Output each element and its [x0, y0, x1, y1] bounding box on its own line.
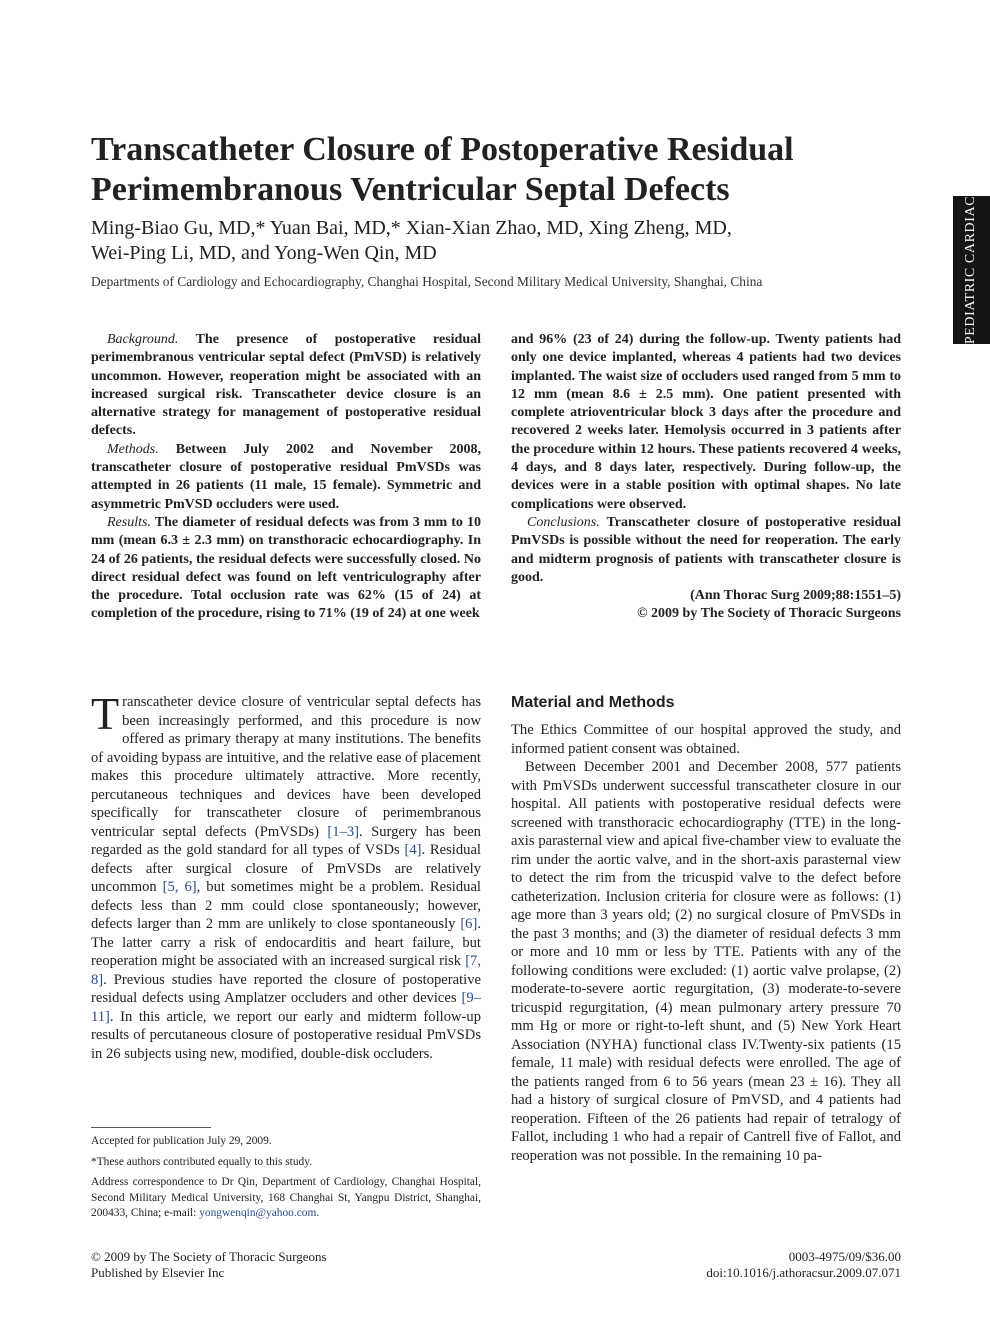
methods-paragraph-2: Between December 2001 and December 2008, 577 patients with PmVSDs underwent successful transcatheter closure in our hospital. All patients with postoperative residual defects were screened with transthoracic echocardiography (TTE) in the long-axis parasternal view and apical five-chamber view to evaluate the rim under the aortic valve, and in the short-axis parasternal view to detect the rim from the tricuspid valve to the defect before catheterization. Inclusion criteria for closure were as follows: (1) age more than 3 years old; (2) no surgical closure of PmVSDs in the past 3 months; and (3) the diameter of residual defects 3 mm or more and 10 mm or less by TTE. Patients with any of the following conditions were excluded: (1) aortic valve prolapse, (2) moderate-to-severe aortic regurgitation, (3) moderate-to-severe tricuspid regurgitation, (4) mean pulmonary artery pressure 70 mm Hg or more or right-to-left shunt, and (5) New York Heart Association (NYHA) functional class IV.Twenty-six patients (15 female, 11 male) with residual defects were enrolled. The age of the patients ranged from 6 to 56 years (mean 23 ± 16). They all had a history of surgical closure of PmVSD, and 4 patients had reoperation. Fifteen of the 26 patients had repair of tetralogy of Fallot, including 1 who had a repair of Cantrell five of Fallot, and reoperation was not possible. In the remaining 10 pa-	[511, 759, 901, 1164]
drop-cap: T	[91, 688, 120, 739]
footnote-rule	[91, 1127, 211, 1128]
intro-text: . In this article, we report our early and midterm follow-up results of percutaneous closure of postoperative residual PmVSDs in 26 subjects using new, modified, double-disk occluders.	[91, 1008, 481, 1062]
section-tab	[953, 196, 990, 344]
reference-link[interactable]: [1–3]	[327, 823, 360, 840]
abstract-right-column	[511, 331, 901, 624]
intro-text: ranscatheter device closure of ventricular septal defects has been increasingly performed, and this procedure is now offered as primary therapy at many institutions. The benefits of avoiding bypass are intuitive, and the relative ease of placement makes this procedure ultimately attractive. More recently, percutaneous techniques and devices have been developed specifically for transcatheter closure of perimembranous ventricular septal defects (PmVSDs)	[91, 694, 481, 840]
footer-copyright: © 2009 by The Society of Thoracic Surgeons	[91, 1249, 327, 1264]
abstract-methods	[91, 441, 481, 514]
footnote-address	[91, 1175, 481, 1222]
footnote-accepted: Accepted for publication July 29, 2009.	[91, 1135, 272, 1147]
intro-paragraph	[91, 688, 481, 1063]
methods-label: Methods.	[107, 441, 159, 457]
author-line-1: Ming-Biao Gu, MD,* Yuan Bai, MD,* Xian-Xian Zhao, MD, Xing Zheng, MD,	[91, 217, 732, 239]
reference-link[interactable]: [7, 8]	[91, 953, 481, 988]
email-link[interactable]: yongwenqin@yahoo.com	[199, 1207, 317, 1219]
background-text: The presence of postoperative residual perimembranous ventricular septal defect (PmVSD) is relatively uncommon. However, reoperation might be associated with an increased surgical risk. Transcatheter device closure is an alternative strategy for management of postoperative residual defects.	[91, 332, 481, 439]
intro-column	[91, 688, 481, 1063]
footnotes	[91, 1127, 481, 1227]
author-list	[91, 216, 931, 266]
footnote-equal-contribution: *These authors contributed equally to this study.	[91, 1155, 313, 1168]
author-line-2: Wei-Ping Li, MD, and Yong-Wen Qin, MD	[91, 242, 437, 264]
methods-paragraph-1: The Ethics Committee of our hospital approved the study, and informed patient consent was obtained.	[511, 722, 901, 757]
reference-link[interactable]: [9–11]	[91, 990, 481, 1025]
journal-citation: (Ann Thorac Surg 2009;88:1551–5)	[690, 588, 901, 604]
footer-publisher	[91, 1249, 511, 1281]
intro-text: . Surgery has been regarded as the gold standard for all types of VSDs	[91, 823, 481, 858]
footer-doi: doi:10.1016/j.athoracsur.2009.07.071	[706, 1265, 901, 1280]
intro-text: . Previous studies have reported the closure of postoperative residual defects using Amplatzer occluders and other devices	[91, 971, 481, 1006]
abstract-left-column	[91, 331, 481, 624]
results-label: Results.	[107, 514, 151, 530]
reference-link[interactable]: [5, 6]	[162, 879, 197, 895]
conclusions-label: Conclusions.	[527, 514, 600, 530]
abstract-copyright: © 2009 by The Society of Thoracic Surgeons	[637, 606, 901, 622]
intro-text: , but sometimes might be a problem. Residual defects less than 2 mm could close spontaneously; however, defects larger than 2 mm are unlikely to close spontaneously	[91, 879, 481, 932]
abstract-results-continued: and 96% (23 of 24) during the follow-up. Twenty patients had only one device implanted, whereas 4 patients had two devices implanted. The waist size of occluders used ranged from 5 mm to 12 mm (mean 8.6 ± 2.5 mm). One patient presented with complete atrioventricular block 3 days after the procedure and recovered 2 weeks later. Hemolysis occurred in 3 patients after the procedure within 12 hours. These patients recovered 4 weeks, 4 days, and 8 days later, respectively. During follow-up, the devices were in a stable position with optimal shapes. No late complications were observed.	[511, 332, 901, 512]
abstract-background	[91, 331, 481, 441]
intro-text: . The latter carry a risk of endocarditis and heart failure, but reoperation might be associated with an increased surgical risk	[91, 916, 481, 969]
affiliation: Departments of Cardiology and Echocardiography, Changhai Hospital, Second Military Medical University, Shanghai, China	[91, 274, 763, 289]
article-title-line-2: Perimembranous Ventricular Septal Defects	[91, 171, 730, 208]
abstract-results	[91, 514, 481, 624]
conclusions-text: Transcatheter closure of postoperative residual PmVSDs is possible without the need for reoperation. The early and midterm prognosis of patients with transcatheter closure is good.	[511, 514, 901, 585]
reference-link[interactable]: [4]	[404, 842, 422, 858]
background-label: Background.	[107, 332, 179, 347]
address-end: .	[316, 1207, 320, 1219]
address-text: Address correspondence to Dr Qin, Department of Cardiology, Changhai Hospital, Second Military Medical University, 168 Changhai St, Yangpu District, Shanghai, 200433, China; e-mail:	[91, 1176, 481, 1219]
footer-issn: 0003-4975/09/$36.00	[788, 1249, 901, 1264]
methods-column	[511, 693, 901, 1165]
abstract-conclusions	[511, 514, 901, 587]
footer-identifiers	[481, 1249, 901, 1281]
footer-publisher-name: Published by Elsevier Inc	[91, 1265, 225, 1280]
reference-link[interactable]: [6]	[460, 916, 478, 932]
section-heading: Material and Methods	[511, 694, 675, 711]
article-title-line-1: Transcatheter Closure of Postoperative Residual	[91, 131, 794, 168]
article-title	[91, 130, 931, 210]
intro-text: . Residual defects after surgical closure of PmVSDs are relatively uncommon	[91, 842, 481, 895]
section-tab-label: PEDIATRIC CARDIAC	[963, 195, 979, 345]
results-text: The diameter of residual defects was from 3 mm to 10 mm (mean 6.3 ± 2.3 mm) on transthoracic echocardiography. In 24 of 26 patients, the residual defects were successfully closed. No direct residual defect was found on left ventriculography after the procedure. Total occlusion rate was 62% (15 of 24) at completion of the procedure, rising to 71% (19 of 24) at one week	[91, 514, 481, 622]
methods-text: Between July 2002 and November 2008, transcatheter closure of postoperative residual PmVSDs was attempted in 26 patients (11 male, 15 female). Symmetric and asymmetric PmVSD occluders were used.	[91, 441, 481, 512]
